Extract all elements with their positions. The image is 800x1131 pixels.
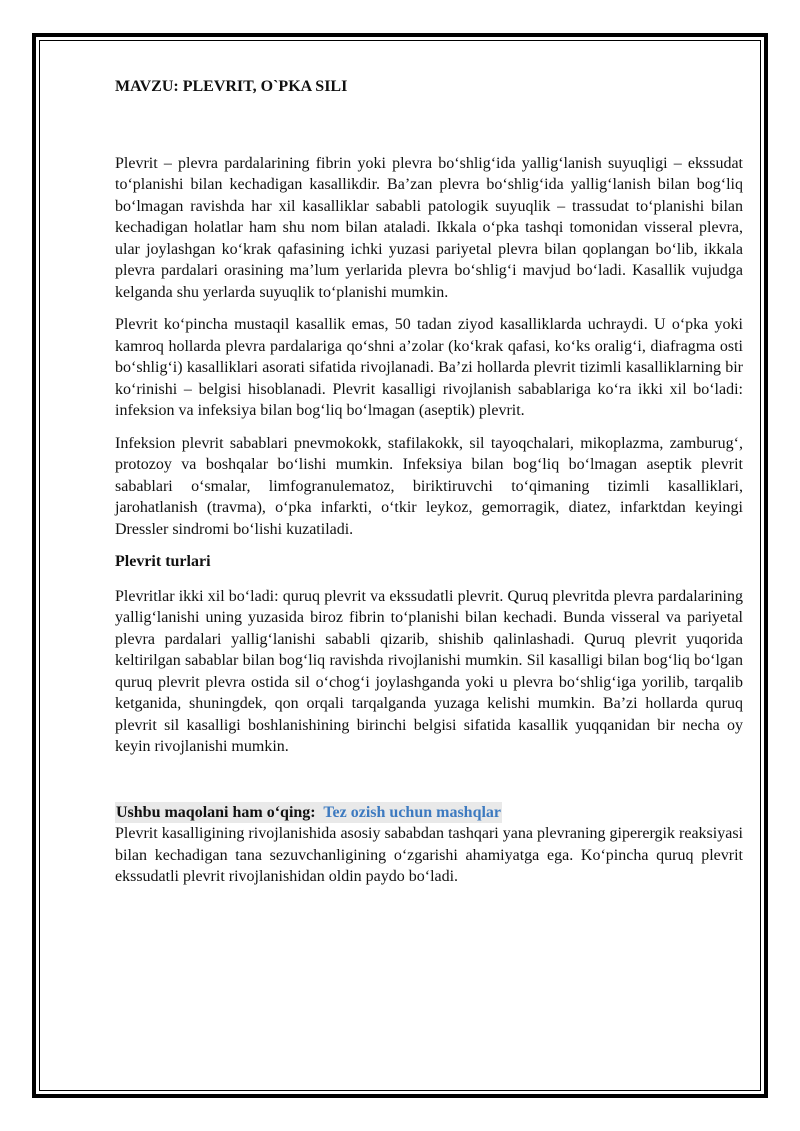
- see-also-banner: [115, 802, 502, 824]
- paragraph-occurrence: Plevrit ko‘pincha mustaqil kasallik emas, 50 tadan ziyod kasalliklarda uchraydi. U o‘pka yoki kamroq hollarda plevra pardalariga qo‘shni a’zolar (ko‘krak qafasi, ko‘ks oralig‘i, diafragma osti bo‘shlig‘i) kasalliklari asorati sifatida rivojlanadi. Ba’zi hollarda plevrit tizimli kasalliklarning bir ko‘rinishi – belgisi hisoblanadi. Plevrit kasalligi rivojlanish sabablariga ko‘ra ikki xil bo‘ladi: infeksion va infeksiya bilan bog‘liq bo‘lmagan (aseptik) plevrit.: [115, 316, 743, 419]
- paragraph-types: Plevritlar ikki xil bo‘ladi: quruq plevrit va ekssudatli plevrit. Quruq plevritda plevra pardalarining yallig‘lanishi uning yuzasida biroz fibrin to‘planishi bilan kechadi. Bunda visseral va pariyetal plevra pardalari yallig‘lanishi sababli qizarib, shishib qalinlashadi. Quruq plevrit yuqorida keltirilgan sabablar bilan bog‘liq ravishda rivojlanishi mumkin. Sil kasalligi bilan bog‘liq bo‘lgan quruq plevrit plevra ostida sil o‘chog‘i joylashganda yoki u plevra bo‘shlig‘iga yorilib, tarqalib ketganida, shuningdek, qon orqali tarqalganda yuzaga kelishi mumkin. Ba’zi hollarda quruq plevrit sil kasalligi boshlanishining birinchi belgisi sifatida kasallik yuqqanidan bir necha oy keyin rivojlanishi mumkin.: [115, 587, 743, 755]
- paragraph-causes: Infeksion plevrit sabablari pnevmokokk, stafilakokk, sil tayoqchalari, mikoplazma, zamburug‘, protozoy va boshqalar bo‘lishi mumkin. Infeksiya bilan bog‘liq bo‘lmagan aseptik plevrit sabablari o‘smalar, limfogranulematoz, biriktiruvchi to‘qimaning tizimli kasalliklari, jarohatlanish (travma), o‘pka infarkti, o‘tkir leykoz, gemorragik, diatez, infarktdan keyingi Dressler sindromi bo‘lishi kuzatiladi.: [115, 434, 743, 538]
- see-also-link[interactable]: Tez ozish uchun mashqlar: [323, 803, 502, 821]
- page-title: MAVZU: PLEVRIT, O`PKA SILI: [115, 78, 348, 95]
- subheading-types: Plevrit turlari: [115, 553, 211, 570]
- document-body: [115, 76, 743, 899]
- paragraph-definition: Plevrit – plevra pardalarining fibrin yoki plevra bo‘shlig‘ida yallig‘lanish suyuqligi – ekssudat to‘planishi bilan kechadigan kasallikdir. Ba’zan plevra bo‘shlig‘ida yallig‘lanish bilan bog‘liq bo‘lmagan ravishda har xil kasalliklar sababli patologik suyuqlik – trassudat to‘planishi bilan kechadigan holatlar ham shu nom bilan ataladi. Ikkala o‘pka tashqi tomonidan visseral plevra, ular joylashgan ko‘krak qafasining ichki yuzasi pariyetal plevra bilan qoplangan bo‘lib, ikkala plevra pardalari orasining ma’lum yerlarida plevra bo‘shlig‘i mavjud bo‘ladi. Kasallik vujudga kelganda shu yerlarda suyuqlik to‘planishi mumkin.: [115, 154, 743, 301]
- see-also-label: Ushbu maqolani ham o‘qing:: [116, 803, 316, 821]
- paragraph-last: Plevrit kasalligining rivojlanishida asosiy sababdan tashqari yana plevraning giperergik reaksiyasi bilan kechadigan tana sezuvchanligining o‘zgarishi ahamiyatga ega. Ko‘pincha quruq plevrit ekssudatli plevrit rivojlanishidan oldin paydo bo‘ladi.: [115, 825, 743, 885]
